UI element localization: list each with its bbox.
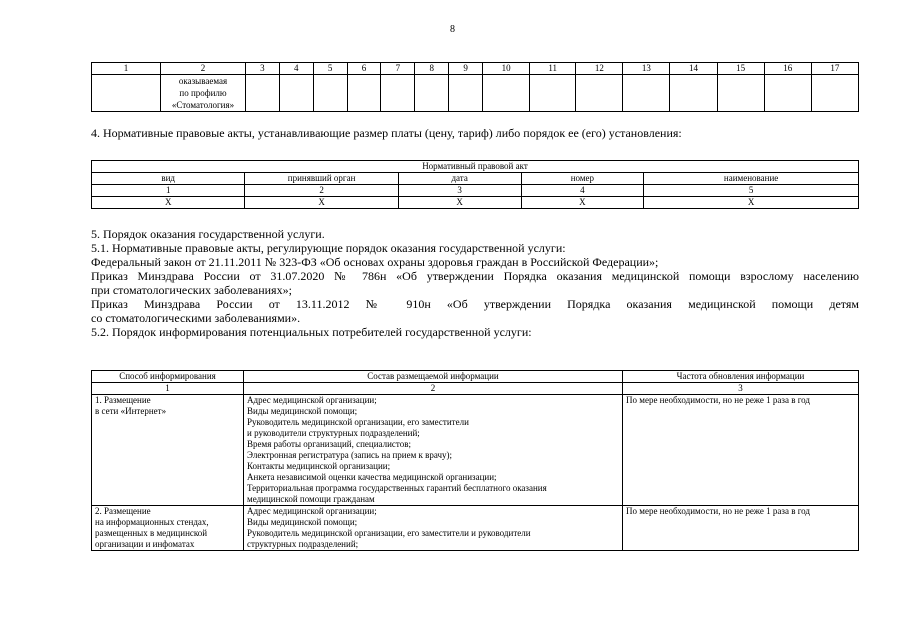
table-cell bbox=[483, 74, 530, 111]
column-number: 4 bbox=[521, 185, 644, 197]
table-header-row bbox=[92, 63, 859, 75]
cell-line: Анкета независимой оценки качества медицинской организации; bbox=[247, 472, 497, 482]
column-number: 6 bbox=[347, 63, 381, 75]
page-number: 8 bbox=[450, 24, 455, 35]
column-number: 12 bbox=[576, 63, 623, 75]
column-header: наименование bbox=[644, 173, 859, 185]
column-header: Состав размещаемой информации bbox=[244, 371, 623, 383]
table-cell bbox=[576, 74, 623, 111]
cell-line: Электронная регистратура (запись на прием к врачу); bbox=[247, 450, 453, 460]
law-item-line: со стоматологическими заболеваниями». bbox=[91, 311, 301, 325]
table-cell: Х bbox=[521, 197, 644, 209]
table-caption: Нормативный правовой акт bbox=[92, 161, 859, 173]
cell-line: Руководитель медицинской организации, его заместители bbox=[247, 417, 469, 427]
column-header: вид bbox=[92, 173, 245, 185]
service-profile-cell bbox=[161, 74, 246, 111]
cell-line: по профилю bbox=[179, 87, 227, 98]
section5-block bbox=[91, 227, 859, 339]
table-cell bbox=[811, 74, 858, 111]
column-header: дата bbox=[398, 173, 521, 185]
table-cell bbox=[381, 74, 415, 111]
cell-line: на информационных стендах, bbox=[95, 517, 209, 527]
column-number: 11 bbox=[530, 63, 576, 75]
informing-table bbox=[91, 370, 859, 551]
column-number: 1 bbox=[92, 383, 244, 395]
cell-line: Территориальная программа государственных гарантий бесплатного оказания bbox=[247, 483, 547, 493]
method-cell bbox=[92, 506, 244, 551]
method-cell bbox=[92, 395, 244, 506]
section4-heading bbox=[91, 126, 859, 140]
cell-line: Виды медицинской помощи; bbox=[247, 517, 358, 527]
cell-line: оказываемая bbox=[178, 75, 228, 86]
cell-line: Руководитель медицинской организации, его заместители и руководители bbox=[247, 528, 531, 538]
column-number: 2 bbox=[244, 383, 623, 395]
column-number: 3 bbox=[246, 63, 280, 75]
column-number: 9 bbox=[449, 63, 483, 75]
column-number: 3 bbox=[623, 383, 859, 395]
column-number: 15 bbox=[717, 63, 764, 75]
section4-title: 4. Нормативные правовые акты, устанавливающие размер платы (цену, тариф) либо порядок ее (его) установления: bbox=[91, 126, 682, 140]
table-row bbox=[92, 74, 859, 111]
column-number: 13 bbox=[623, 63, 670, 75]
column-number: 7 bbox=[381, 63, 415, 75]
law-item: Федеральный закон от 21.11.2011 № 323-ФЗ «Об основах охраны здоровья граждан в Российской Федерации»; bbox=[91, 255, 659, 269]
table-cell bbox=[623, 74, 670, 111]
column-header: номер bbox=[521, 173, 644, 185]
cell-line: организации и инфоматах bbox=[95, 539, 195, 549]
table-cell bbox=[415, 74, 449, 111]
frequency-cell bbox=[623, 506, 859, 551]
table-cell: Х bbox=[398, 197, 521, 209]
normative-acts-table bbox=[91, 160, 859, 209]
column-header: принявший орган bbox=[245, 173, 398, 185]
column-number: 14 bbox=[670, 63, 717, 75]
law-item-line: Приказ Минздрава России от 31.07.2020 № 786н «Об утверждении Порядка оказания медицинской помощи взрослому населению bbox=[91, 269, 859, 283]
cell-line: размещенных в медицинской bbox=[95, 528, 208, 538]
table-cell bbox=[764, 74, 811, 111]
cell-line: структурных подразделений; bbox=[247, 539, 359, 549]
cell-line: «Стоматология» bbox=[171, 99, 235, 110]
column-number: 5 bbox=[644, 185, 859, 197]
table-cell: Х bbox=[92, 197, 245, 209]
table-numbers-row bbox=[92, 185, 859, 197]
column-number: 3 bbox=[398, 185, 521, 197]
table-caption-row bbox=[92, 161, 859, 173]
cell-line: в сети «Интернет» bbox=[95, 406, 167, 416]
column-header: Частота обновления информации bbox=[623, 371, 859, 383]
service-indicators-table bbox=[91, 62, 859, 112]
content-cell bbox=[244, 395, 623, 506]
table-cell bbox=[279, 74, 313, 111]
column-number: 17 bbox=[811, 63, 858, 75]
table-cell bbox=[449, 74, 483, 111]
content-cell bbox=[244, 506, 623, 551]
cell-line: Виды медицинской помощи; bbox=[247, 406, 358, 416]
table-cell bbox=[717, 74, 764, 111]
table-cell bbox=[246, 74, 280, 111]
cell-line: По мере необходимости, но не реже 1 раза в год bbox=[626, 506, 810, 516]
column-number: 5 bbox=[313, 63, 347, 75]
column-number: 8 bbox=[415, 63, 449, 75]
column-number: 10 bbox=[483, 63, 530, 75]
table-cell bbox=[670, 74, 717, 111]
section5-2-title: 5.2. Порядок информирования потенциальных потребителей государственной услуги: bbox=[91, 325, 532, 339]
column-number: 2 bbox=[245, 185, 398, 197]
column-number: 2 bbox=[161, 63, 246, 75]
column-header: Способ информирования bbox=[92, 371, 244, 383]
section5-1-title: 5.1. Нормативные правовые акты, регулирующие порядок оказания государственной услуги: bbox=[91, 241, 566, 255]
cell-line: медицинской помощи гражданам bbox=[247, 494, 375, 504]
cell-line: 2. Размещение bbox=[95, 506, 151, 516]
cell-line: Адрес медицинской организации; bbox=[247, 506, 377, 516]
section5-title: 5. Порядок оказания государственной услуги. bbox=[91, 227, 325, 241]
law-item-line: при стоматологических заболеваниях»; bbox=[91, 283, 292, 297]
frequency-cell bbox=[623, 395, 859, 506]
cell-line: и руководители структурных подразделений; bbox=[247, 428, 420, 438]
column-number: 4 bbox=[279, 63, 313, 75]
table-numbers-row bbox=[92, 383, 859, 395]
column-number: 1 bbox=[92, 63, 161, 75]
column-number: 1 bbox=[92, 185, 245, 197]
table-cell: Х bbox=[644, 197, 859, 209]
table-cell bbox=[313, 74, 347, 111]
table-row bbox=[92, 395, 859, 506]
table-row bbox=[92, 506, 859, 551]
cell-line: Время работы организаций, специалистов; bbox=[247, 439, 411, 449]
table-header-row bbox=[92, 371, 859, 383]
table-cell bbox=[530, 74, 576, 111]
cell-line: Контакты медицинской организации; bbox=[247, 461, 391, 471]
column-number: 16 bbox=[764, 63, 811, 75]
table-row bbox=[92, 197, 859, 209]
table-cell bbox=[92, 74, 161, 111]
cell-line: 1. Размещение bbox=[95, 395, 151, 405]
table-cell bbox=[347, 74, 381, 111]
table-cell: Х bbox=[245, 197, 398, 209]
cell-line: Адрес медицинской организации; bbox=[247, 395, 377, 405]
law-item-line: Приказ Минздрава России от 13.11.2012 № 910н «Об утверждении Порядка оказания медицинской помощи детям bbox=[91, 297, 859, 311]
cell-line: По мере необходимости, но не реже 1 раза в год bbox=[626, 395, 810, 405]
table-header-row bbox=[92, 173, 859, 185]
